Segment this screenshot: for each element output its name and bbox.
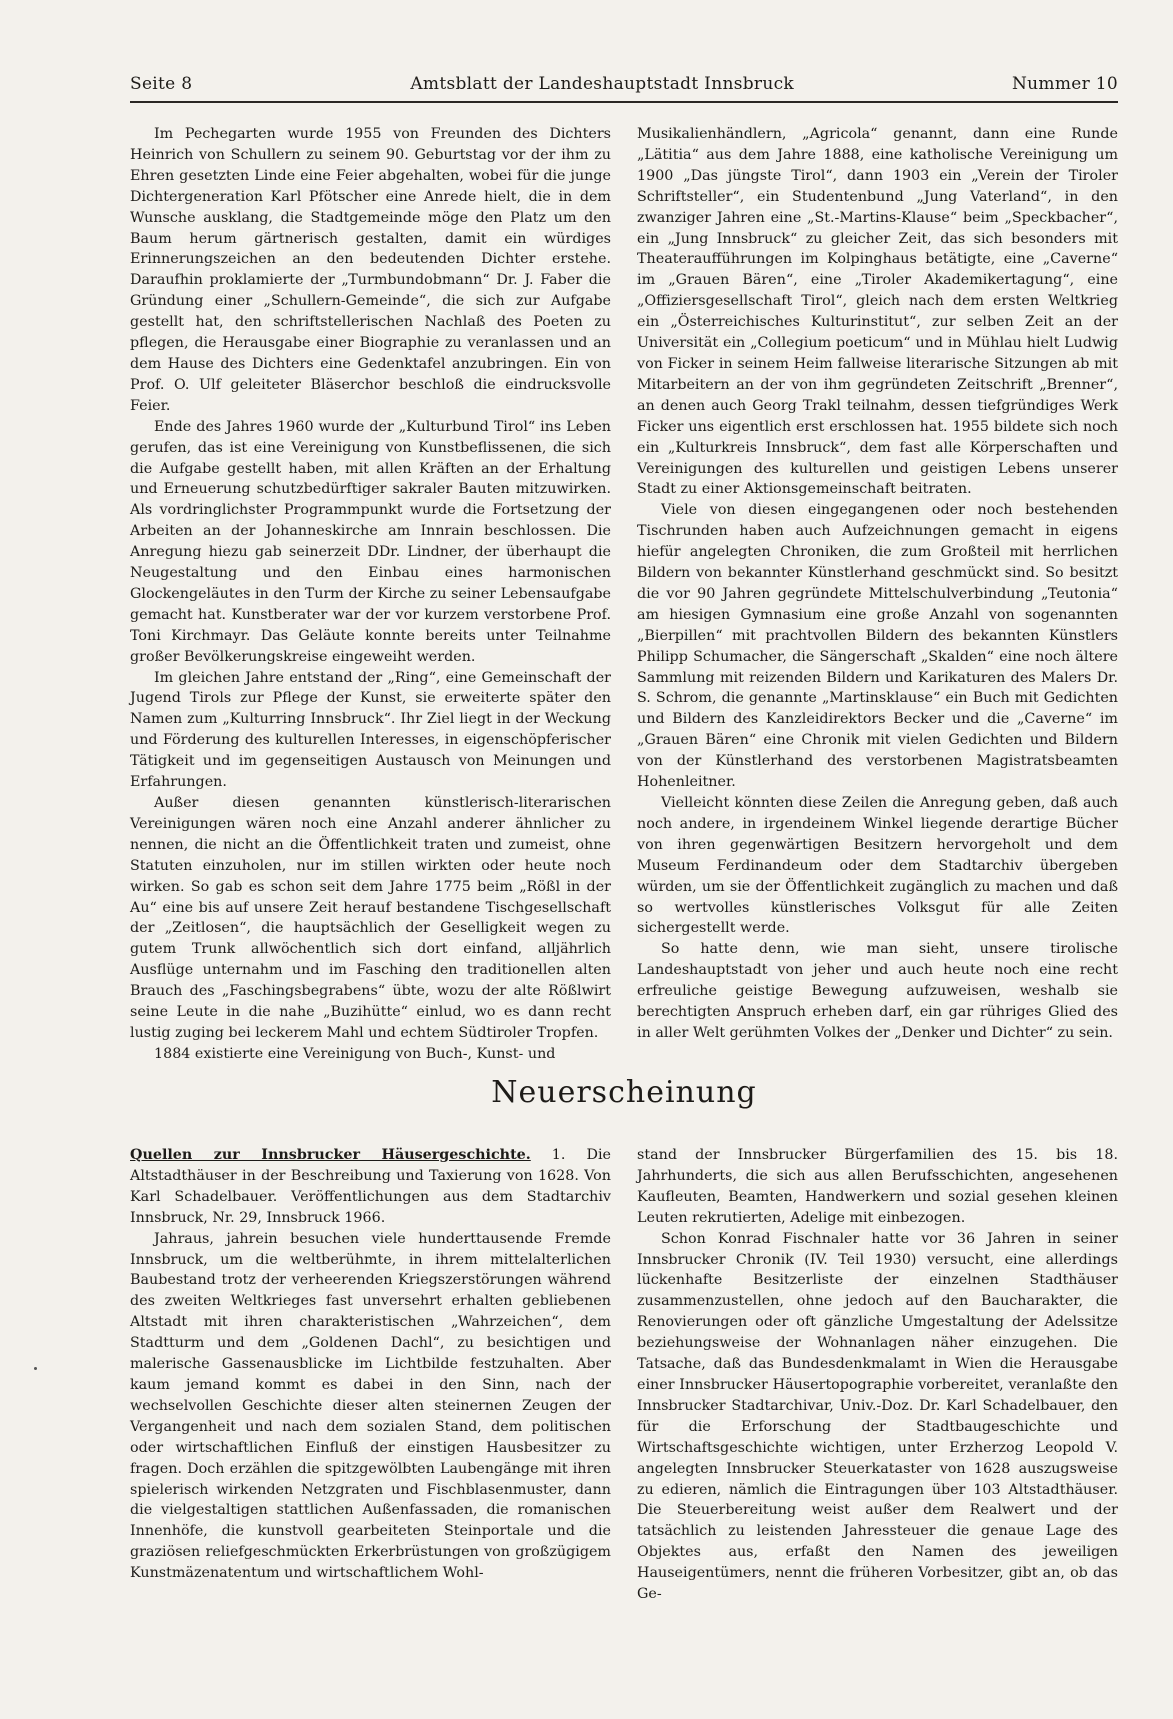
paragraph: Außer diesen genannten künstlerisch-literarischen Vereinigungen wären noch eine Anzahl anderer ähnlicher zu nennen, die nicht an die Öffentlichkeit traten und zumeist, ohne Statuten einzuholen, nur im stillen wirkten oder heute noch wirken. So gab es schon seit dem Jahre 1775 beim „Rößl in der Au“ eine bis auf unsere Zeit herauf bestandene Tischgesellschaft der „Zeitlosen“, die hauptsächlich der Geselligkeit wegen zu gutem Trunk allwöchentlich sich dort einfand, alljährlich Ausflüge unternahm und im Fasching den traditionellen alten Brauch des „Faschingsbegrabens“ übte, wozu der alte Rößlwirt seine Leute in die nahe „Buzihütte“ einlud, wo es dann recht lustig zuging bei leckerem Mahl und echtem Südtiroler Tropfen. <box>130 795 611 1041</box>
review-column-right <box>637 1145 1118 1605</box>
article-column-left <box>130 124 611 1065</box>
citation-details: 1. Die Altstadthäuser in der Beschreibung und Taxierung von 1628. Von Karl Schadelbauer. Veröffentlichungen aus dem Stadtarchiv Innsbruck, Nr. 29, Innsbruck 1966. <box>130 1147 611 1226</box>
book-title: Quellen zur Innsbrucker Häusergeschichte. <box>130 1147 531 1163</box>
issue-number: Nummer 10 <box>1012 74 1118 94</box>
paragraph: 1884 existierte eine Vereinigung von Buch-, Kunst- und <box>154 1045 556 1062</box>
paragraph: Ende des Jahres 1960 wurde der „Kulturbund Tirol“ ins Leben gerufen, das ist eine Vereinigung von Kunstbeflissenen, die sich die Aufgabe gestellt haben, mit allen Kräften an der Erhaltung und Erneuerung schutzbedürftiger sakraler Bauten mitzuwirken. Als vordringlichster Programmpunkt wurde die Fortsetzung der Arbeiten an der Johanneskirche am Innrain beschlossen. Die Anregung hiezu gab seinerzeit DDr. Lindner, der überhaupt die Neugestaltung und den Einbau eines harmonischen Glockengeläutes in den Turm der Kirche zu seiner Lebensaufgabe gemacht hat. Kunstberater war der vor kurzem verstorbene Prof. Toni Kirchmayr. Das Geläute konnte bereits unter Teilnahme großer Bevölkerungskreise eingeweiht werden. <box>130 418 611 665</box>
paragraph: Viele von diesen eingegangenen oder noch bestehenden Tischrunden haben auch Aufzeichnungen gemacht in eigens hiefür angelegten Chroniken, die zum Großteil mit herrlichen Bildern von bekannter Künstlerhand geschmückt sind. So besitzt die vor 90 Jahren gegründete Mittelschulverbindung „Teutonia“ am hiesigen Gymnasium eine große Anzahl von sogenannten „Bierpillen“ mit prachtvollen Bildern des bekannten Künstlers Philipp Schumacher, die Sängerschaft „Skalden“ eine noch ältere Sammlung mit reizenden Bildern und Karikaturen des Malers Dr. S. Schrom, die genannte „Martinsklause“ ein Buch mit Gedichten und Bildern des Kanzleidirektors Becker und die „Caverne“ im „Grauen Bären“ eine Chronik mit vielen Gedichten und Bildern von der Künstlerhand des verstorbenen Magistratsbeamten Hohenleitner. <box>637 502 1118 791</box>
article-column-right <box>637 124 1118 1044</box>
page-header <box>130 74 1118 94</box>
publication-title: Amtsblatt der Landeshauptstadt Innsbruck <box>410 74 795 94</box>
scan-speck <box>34 1367 37 1370</box>
paragraph: Vielleicht könnten diese Zeilen die Anregung geben, daß auch noch andere, in irgendeinem Winkel liegende derartige Bücher von ihren gegenwärtigen Besitzern hervorgeholt und dem Museum Ferdinandeum oder dem Stadtarchiv übergeben würden, um sie der Öffentlichkeit zugänglich zu machen und daß so wertvolles künstlerisches Volksgut für alle Zeiten sichergestellt werde. <box>637 795 1118 937</box>
header-rule <box>130 101 1118 103</box>
paragraph: Jahraus, jahrein besuchen viele hunderttausende Fremde Innsbruck, um die weltberühmte, in ihrem mittelalterlichen Baubestand trotz der verheerenden Kriegszerstörungen während des zweiten Weltkrieges fast unversehrt erhalten gebliebenen Altstadt mit ihren charakteristischen „Wahrzeichen“, dem Stadtturm und dem „Goldenen Dachl“, zu besichtigen und malerische Gassenausblicke im Lichtbilde festzuhalten. Aber kaum jemand kommt es dabei in den Sinn, nach der wechselvollen Geschichte dieser alten steinernen Zeugen der Vergangenheit und nach dem sozialen Stand, dem politischen oder wirtschaftlichen Einfluß der einstigen Hausbesitzer zu fragen. Doch erzählen die spitzgewölbten Laubengänge mit ihren spielerisch wirkenden Netzgraten und Fischblasenmuster, dann die vielgestaltigen stattlichen Außenfassaden, die romanischen Innenhöfe, die kunstvoll gearbeiteten Steinportale und die graziösen reliefgeschmückten Erkerbrüstungen von großzügigem Kunstmäzenatentum und wirtschaftlichem Wohl- <box>130 1230 611 1582</box>
page-number: Seite 8 <box>130 74 193 94</box>
review-column-left <box>130 1145 611 1584</box>
paragraph: stand der Innsbrucker Bürgerfamilien des 15. bis 18. Jahrhunderts, die sich aus allen Berufsschichten, angesehenen Kaufleuten, Beamten, Handwerkern und sozial gesehen kleinen Leuten rekrutierten, Adelige mit einbezogen. <box>637 1147 1118 1226</box>
review-citation <box>130 1145 611 1229</box>
paragraph: Schon Konrad Fischnaler hatte vor 36 Jahren in seiner Innsbrucker Chronik (IV. Teil 1930) versucht, eine allerdings lückenhafte Besitzerliste der einzelnen Stadthäuser zusammenzustellen, ohne jedoch auf den Baucharakter, die Renovierungen oder oft gänzliche Umgestaltung der Adelssitze beziehungsweise der Wohnanlagen näher einzugehen. Die Tatsache, daß das Bundesdenkmalamt in Wien die Herausgabe einer Innsbrucker Häusertopographie vorbereitet, veranlaßte den Innsbrucker Stadtarchivar, Univ.-Doz. Dr. Karl Schadelbauer, den für die Erforschung der Stadtbaugeschichte und Wirtschaftsgeschichte wichtigen, unter Erzherzog Leopold V. angelegten Innsbrucker Steuerkataster von 1628 auszugsweise zu edieren, nämlich die Eintragungen über 103 Altstadthäuser. Die Steuerbereitung weist außer dem Realwert und der tatsächlich zu leistenden Jahressteuer die genaue Lage des Objektes aus, erfaßt den Namen des jeweiligen Hauseigentümers, nennt die früheren Vorbesitzer, gibt an, ob das Ge- <box>637 1230 1118 1603</box>
section-heading: Neuerscheinung <box>491 1075 757 1110</box>
paragraph: Im gleichen Jahre entstand der „Ring“, eine Gemeinschaft der Jugend Tirols zur Pflege der Kunst, sie erweiterte später den Namen zum „Kulturring Innsbruck“. Ihr Ziel liegt in der Weckung und Förderung des kulturellen Interesses, in eigenschöpferischer Tätigkeit und im gegenseitigen Austausch von Meinungen und Erfahrungen. <box>130 669 611 791</box>
paragraph: So hatte denn, wie man sieht, unsere tirolische Landeshauptstadt von jeher und auch heute noch eine recht erfreuliche geistige Bewegung aufzuweisen, weshalb sie berechtigten Anspruch erheben darf, ein gar rühriges Glied des in aller Welt gerühmten Volkes der „Denker und Dichter“ zu sein. <box>637 941 1118 1041</box>
paragraph: Im Pechegarten wurde 1955 von Freunden des Dichters Heinrich von Schullern zu seinem 90. Geburtstag vor der ihm zu Ehren gesetzten Linde eine Feier abgehalten, wobei für die junge Dichtergeneration Karl Pfötscher eine Anrede hielt, die in dem Wunsche ausklang, die Stadtgemeinde möge den Platz um den Baum herum gärtnerisch gestalten, damit ein würdiges Erinnerungszeichen an den bedeutenden Dichter erstehe. Daraufhin proklamierte der „Turmbundobmann“ Dr. J. Faber die Gründung einer „Schullern-Gemeinde“, die sich zur Aufgabe gestellt hat, den schriftstellerischen Nachlaß des Poeten zu pflegen, die Herausgabe einer Biographie zu veranlassen und an dem Hause des Dichters eine Gedenktafel anzubringen. Ein von Prof. O. Ulf geleiteter Bläserchor beschloß die eindrucksvolle Feier. <box>130 126 611 414</box>
paragraph: Musikalienhändlern, „Agricola“ genannt, dann eine Runde „Lätitia“ aus dem Jahre 1888, eine katholische Vereinigung um 1900 „Das jüngste Tirol“, dann 1903 ein „Verein der Tiroler Schriftsteller“, ein Studentenbund „Jung Vaterland“, in den zwanziger Jahren eine „St.-Martins-Klause“ beim „Speckbacher“, ein „Jung Innsbruck“ zu gleicher Zeit, das sich besonders mit Theateraufführungen im Kolpinghaus betätigte, eine „Caverne“ im „Grauen Bären“, eine „Tiroler Akademikertagung“, eine „Offiziersgesellschaft Tirol“, gleich nach dem ersten Weltkrieg ein „Österreichisches Kulturinstitut“, zur selben Zeit an der Universität ein „Collegium poeticum“ und in Mühlau hielt Ludwig von Ficker in seinem Heim fallweise literarische Sitzungen ab mit Mitarbeitern an der von ihm gegründeten Zeitschrift „Brenner“, an denen auch Georg Trakl teilnahm, dessen tiefgründiges Werk Ficker uns eigentlich erst erschlossen hat. 1955 bildete sich noch ein „Kulturkreis Innsbruck“, dem fast alle Körperschaften und Vereinigungen des kulturellen und geistigen Lebens unserer Stadt zu einer Aktionsgemeinschaft beitraten. <box>637 126 1118 498</box>
